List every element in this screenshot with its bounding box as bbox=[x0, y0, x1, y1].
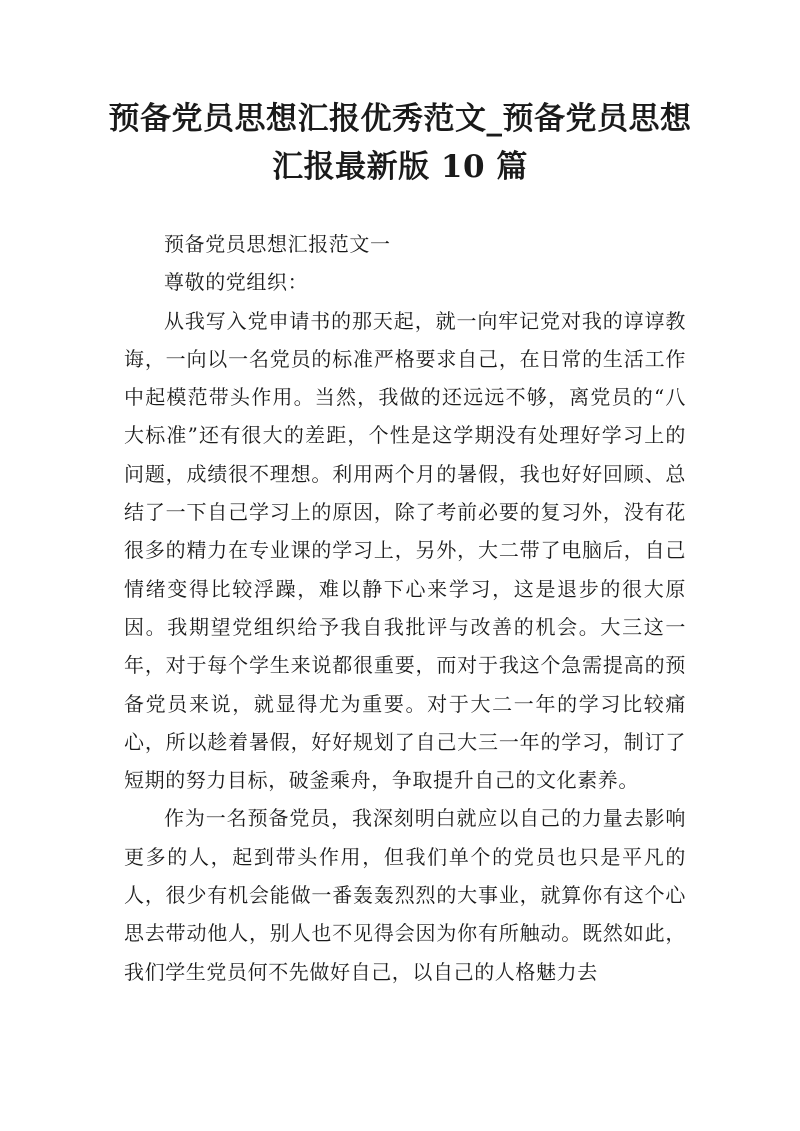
title-line-1: 预备党员思想汇报优秀范文_预备党员思想 bbox=[108, 101, 692, 137]
paragraph-2: 作为一名预备党员，我深刻明白就应以自己的力量去影响更多的人，起到带头作用，但我们单个的党员也只是平凡的人，很少有机会能做一番轰轰烈烈的大事业，就算你有这个心思去带动他人，别人也不见得会因为你有所触动。既然如此，我们学生党员何不先做好自己，以自己的人格魅力去 bbox=[124, 806, 686, 984]
paragraph-1: 从我写入党申请书的那天起，就一向牢记党对我的谆谆教诲，一向以一名党员的标准严格要求自己，在日常的生活工作中起模范带头作用。当然，我做的还远远不够，离党员的“八大标准”还有很大的差距，个性是这学期没有处理好学习上的问题，成绩很不理想。利用两个月的暑假，我也好好回顾、总结了一下自己学习上的原因，除了考前必要的复习外，没有花很多的精力在专业课的学习上，另外，大二带了电脑后，自己情绪变得比较浮躁，难以静下心来学习，这是退步的很大原因。我期望党组织给予我自我批评与改善的机会。大三这一年，对于每个学生来说都很重要，而对于我这个急需提高的预备党员来说，就显得尤为重要。对于大二一年的学习比较痛心，所以趁着暑假，好好规划了自己大三一年的学习，制订了短期的努力目标，破釜乘舟，争取提升自己的文化素养。 bbox=[124, 308, 686, 793]
salutation: 尊敬的党组织： bbox=[164, 270, 309, 295]
document-title bbox=[90, 95, 710, 191]
section-heading: 预备党员思想汇报范文一 bbox=[164, 232, 391, 256]
document-body bbox=[124, 225, 686, 991]
title-line-2: 汇报最新版 10 篇 bbox=[272, 149, 528, 185]
